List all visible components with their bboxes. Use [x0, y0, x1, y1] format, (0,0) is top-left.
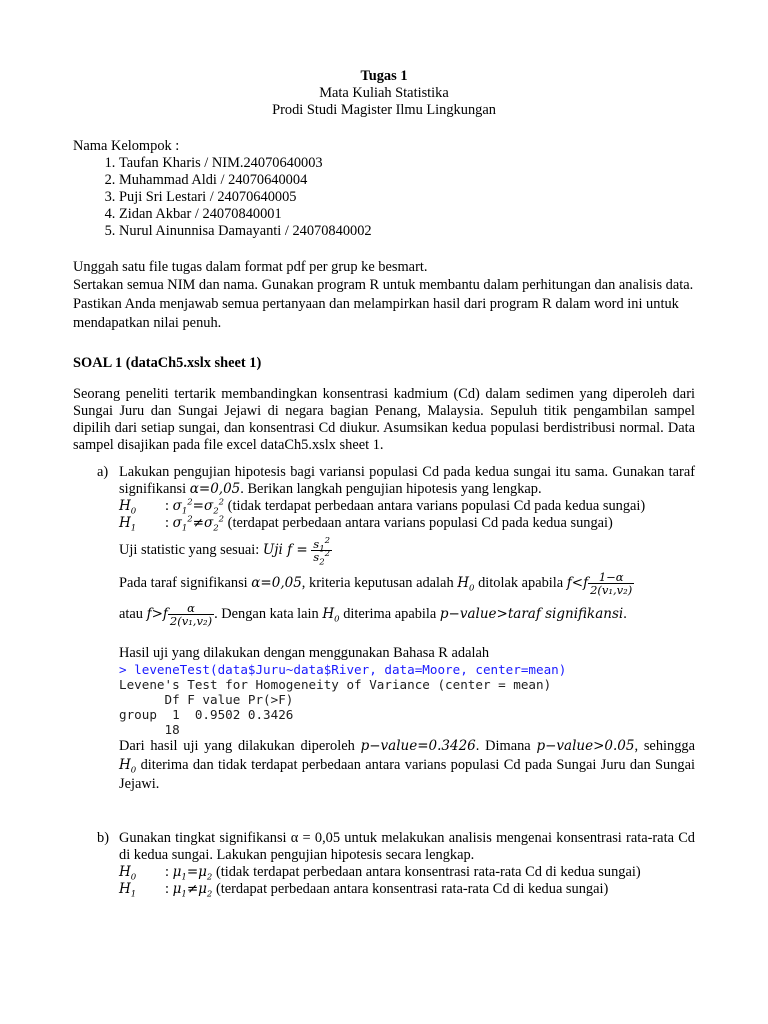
r-output-line: 18: [119, 722, 180, 737]
hypothesis-h1-b: $H_1$ : $\mu_1\ne\mu_2$ (terdapat perbedaan antara konsentrasi rata-rata Cd di kedua sungai): [119, 881, 609, 900]
question-b: [73, 830, 695, 898]
hypothesis-h0-b: $H_0$ : $\mu_1=\mu_2$ (tidak terdapat perbedaan antara konsentrasi rata-rata Cd di kedua sungai): [119, 864, 641, 883]
member-item: 1. Taufan Kharis / NIM.24070640003: [119, 155, 695, 172]
hypothesis-h1: $H_1$ : $\sigma_1^2\ne\sigma_2^2$ (terdapat perbedaan antara varians populasi Cd pada kedua sungai): [119, 514, 613, 534]
question-a-label: a): [97, 464, 109, 480]
instruction-upload: Unggah satu file tugas dalam format pdf per grup ke besmart.: [73, 259, 428, 275]
document-page: [73, 68, 695, 898]
document-title: Tugas 1: [360, 68, 408, 84]
group-label: Nama Kelompok :: [73, 138, 180, 154]
question-b-label: b): [97, 830, 109, 846]
member-item: 3. Puji Sri Lestari / 24070640005: [119, 189, 695, 206]
question-b-text: Gunakan tingkat signifikansi α = 0,05 untuk melakukan analisis mengenai konsentrasi rata-rata Cd di kedua sungai. Lakukan pengujian hipotesis secara lengkap.: [119, 830, 695, 863]
soal1-heading: SOAL 1 (dataCh5.xslx sheet 1): [73, 355, 262, 371]
decision-criteria: Pada taraf signifikansi α=0,05, kriteria keputusan adalah $H_0$ ditolak apabila f<f $\frac{1-\alpha}{\text{2(v₁,v₂)}}$: [119, 570, 633, 597]
r-output-line: group 1 0.9502 0.3426: [119, 707, 294, 722]
alpha-value: α=0,05: [189, 481, 241, 497]
hypothesis-h0: $H_0$ : $\sigma_1^2=\sigma_2^2$ (tidak terdapat perbedaan antara varians populasi Cd pada kedua sungai): [119, 497, 646, 517]
member-item: 2. Muhammad Aldi / 24070640004: [119, 172, 695, 189]
soal1-intro: Seorang peneliti tertarik membandingkan konsentrasi kadmium (Cd) dalam sedimen yang diperoleh dari Sungai Juru dan Sungai Jejawi di negara bagian Penang, Malaysia. Sepuluh titik pengambilan sampel dipilih dari setiap sungai, dan konsentrasi Cd diukur. Asumsikan kedua populasi berdistribusi normal. Data sampel disajikan pada file excel dataCh5.xslx sheet 1.: [73, 386, 695, 453]
instruction-nim: Sertakan semua NIM dan nama. Gunakan program R untuk membantu dalam perhitungan dan analisis data.: [73, 277, 694, 293]
conclusion-a: Dari hasil uji yang dilakukan diperoleh p−value=0.3426. Dimana p−value>0.05, sehingga $H_0$ diterima dan tidak terdapat perbedaan antara varians populasi Cd pada Sungai Juru dan Sungai Jejawi.: [119, 738, 695, 792]
r-output-line: Levene's Test for Homogeneity of Variance (center = mean): [119, 677, 552, 692]
member-list: [73, 155, 695, 240]
question-a: [73, 464, 695, 794]
r-output-line: Df F value Pr(>F): [119, 692, 294, 707]
r-command: > leveneTest(data$Juru~data$River, data=Moore, center=mean): [119, 662, 567, 677]
instruction-answer: Pastikan Anda menjawab semua pertanyaan dan melampirkan hasil dari program R dalam word ini untuk mendapatkan nilai penuh.: [73, 296, 679, 331]
decision-criteria-2: atau f>f $\frac{\alpha}{\text{2(v₁,v₂)}}$ . Dengan kata lain $H_0$ diterima apabila p−value>taraf signifikansi.: [119, 601, 627, 628]
program-name: Prodi Studi Magister Ilmu Lingkungan: [272, 102, 496, 118]
course-name: Mata Kuliah Statistika: [319, 85, 449, 101]
question-a-text: Lakukan pengujian hipotesis bagi variansi populasi Cd pada kedua sungai itu sama. Gunakan taraf signifikansi α=0,05. Berikan langkah pengujian hipotesis yang lengkap.: [119, 464, 695, 497]
test-statistic: Uji statistic yang sesuai: Uji f = $\frac{s_1^2}{s_2^2}$: [119, 536, 331, 568]
member-item: 4. Zidan Akbar / 24070840001: [119, 206, 695, 223]
r-intro: Hasil uji yang dilakukan dengan menggunakan Bahasa R adalah: [119, 645, 490, 661]
member-item: 5. Nurul Ainunnisa Damayanti / 24070840002: [119, 223, 695, 240]
